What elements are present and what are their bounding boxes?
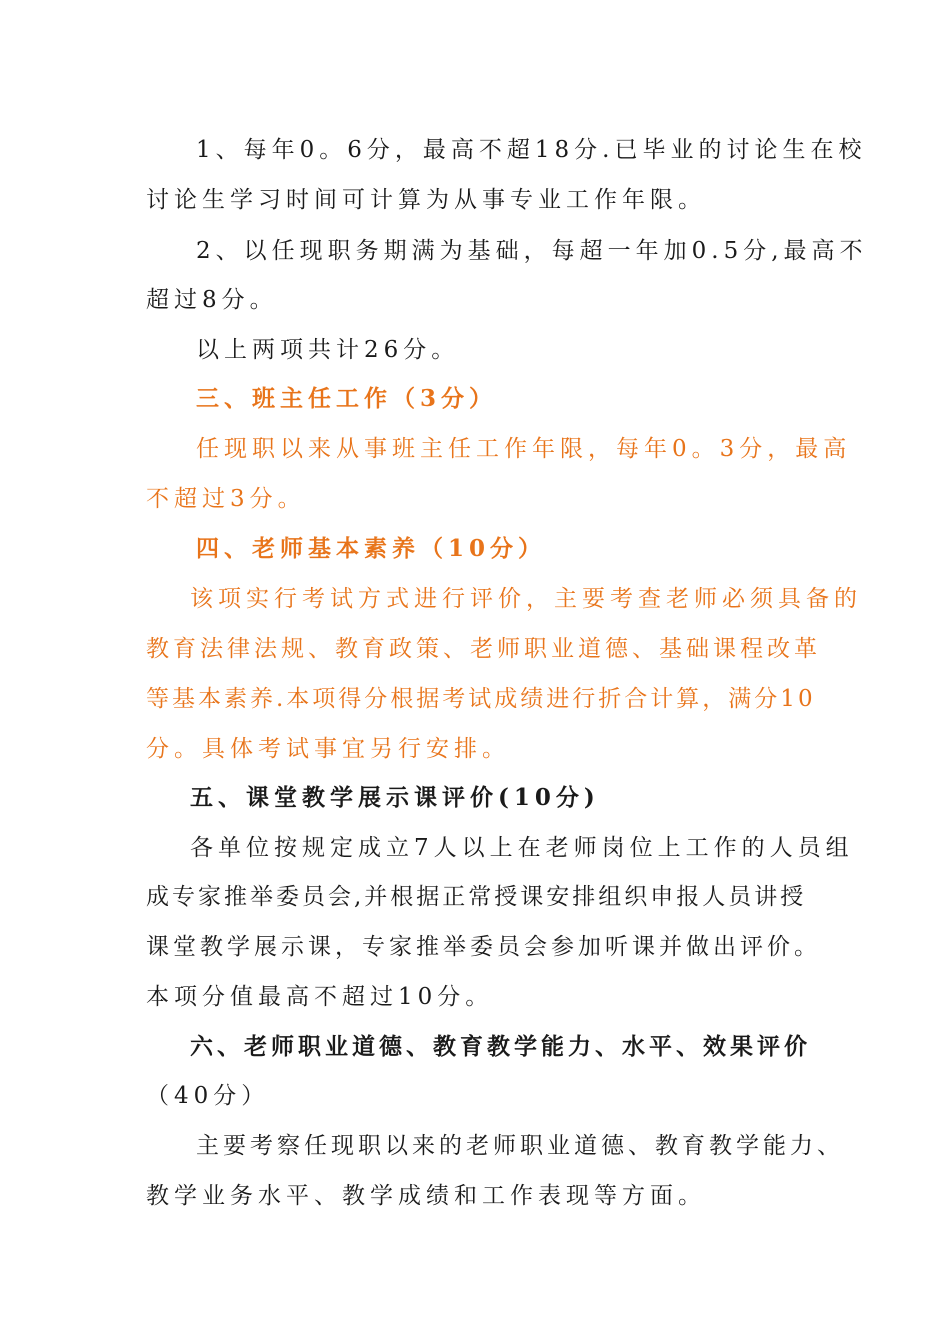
paragraph-line: 教学业务水平、教学成绩和工作表现等方面。 <box>146 1183 706 1209</box>
section-heading-6: 六、老师职业道德、教育教学能力、水平、效果评价 <box>190 1033 811 1060</box>
paragraph-line: 课堂教学展示课，专家推举委员会参加听课并做出评价。 <box>146 934 821 960</box>
paragraph-line: 成专家推举委员会,并根据正常授课安排组织申报人员讲授 <box>146 884 807 910</box>
paragraph-line: 1、每年0。6分，最高不超18分.已毕业的讨论生在校 <box>196 137 867 163</box>
paragraph-line: 主要考察任现职以来的老师职业道德、教育教学能力、 <box>196 1133 844 1159</box>
paragraph-line: 任现职以来从事班主任工作年限，每年0。3分，最高 <box>196 436 852 462</box>
paragraph-line: 不超过3分。 <box>146 486 306 512</box>
paragraph-line: 分。具体考试事宜另行安排。 <box>146 736 510 762</box>
paragraph-line: 以上两项共计26分。 <box>196 337 460 363</box>
paragraph-line: 教育法律法规、教育政策、老师职业道德、基础课程改革 <box>146 636 821 662</box>
section-heading-4: 四、老师基本素养（10分） <box>196 535 547 562</box>
paragraph-line: 本项分值最高不超过10分。 <box>146 984 494 1010</box>
section-heading-5: 五、课堂教学展示课评价(10分) <box>190 784 600 811</box>
paragraph-line: 2、以任现职务期满为基础，每超一年加0.5分,最高不 <box>196 238 868 264</box>
paragraph-line: 等基本素养.本项得分根据考试成绩进行折合计算，满分10 <box>146 686 816 712</box>
paragraph-line: 各单位按规定成立7人以上在老师岗位上工作的人员组 <box>190 835 854 861</box>
section-heading-3: 三、班主任工作（3分） <box>196 385 498 412</box>
paragraph-line: （40分） <box>146 1083 270 1109</box>
paragraph-line: 讨论生学习时间可计算为从事专业工作年限。 <box>146 187 706 213</box>
paragraph-line: 该项实行考试方式进行评价，主要考查老师必须具备的 <box>190 586 862 612</box>
paragraph-line: 超过8分。 <box>146 287 278 313</box>
